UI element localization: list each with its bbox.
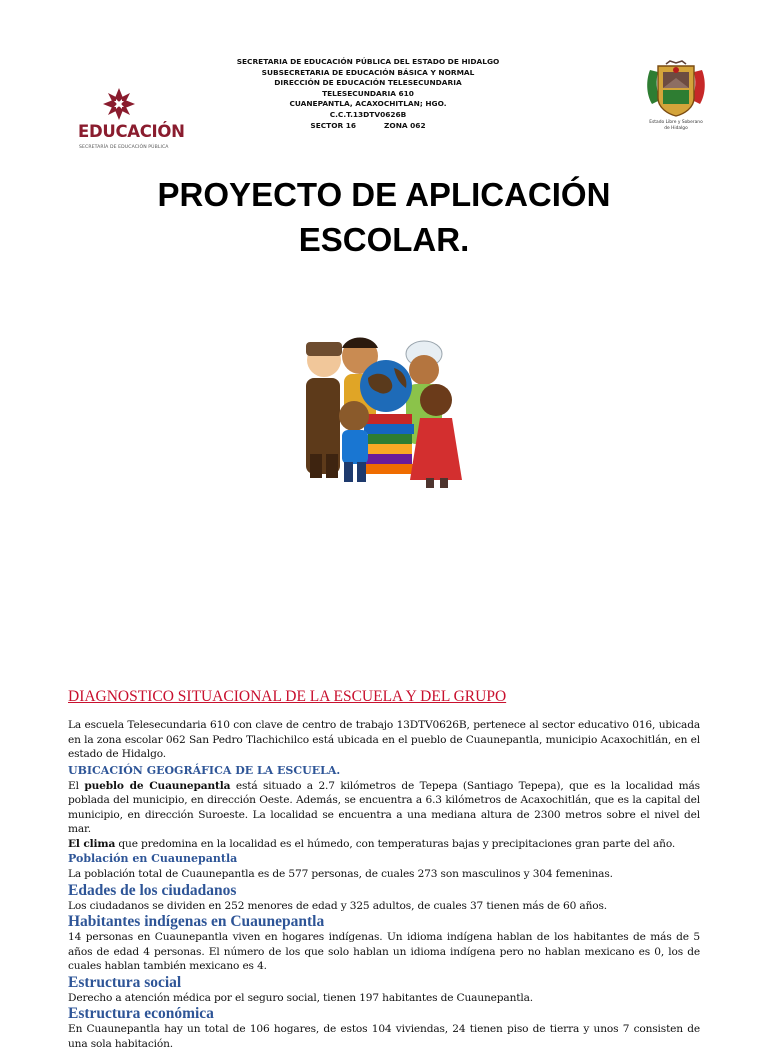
hidalgo-caption-line: de Hidalgo bbox=[664, 125, 688, 131]
document-title bbox=[0, 172, 768, 262]
clima-text: que predomina en la localidad es el húmedo, con temperaturas bajas y precipitaciones gran parte del año. bbox=[115, 837, 676, 850]
ubicacion-paragraph bbox=[68, 779, 700, 837]
poblacion-paragraph: La población total de Cuaunepantla es de 577 personas, de cuales 273 son masculinos y 304 femeninas. bbox=[68, 868, 613, 880]
hidalgo-caption-line: Estado Libre y Soberano bbox=[649, 120, 703, 125]
institution-header bbox=[200, 57, 536, 131]
title-line-2: ESCOLAR. bbox=[298, 221, 470, 258]
indigenas-paragraph: 14 personas en Cuaunepantla viven en hogares indígenas. Un idioma indígena hablan de los habitantes de más de 5 años de edad 4 personas. El número de los que solo hablan un idioma indígena pero no hablan mexicano es 0, los de cuales hablan también mexicano es 4. bbox=[68, 931, 700, 972]
ubicacion-bold: pueblo de Cuaunepantla bbox=[84, 779, 231, 792]
section-title: DIAGNOSTICO SITUACIONAL DE LA ESCUELA Y DEL GRUPO bbox=[68, 688, 507, 705]
edades-paragraph: Los ciudadanos se dividen en 252 menores de edad y 325 adultos, de cuales 37 tienen más de 60 años. bbox=[68, 899, 608, 912]
zona-label: ZONA 062 bbox=[384, 120, 426, 130]
social-paragraph: Derecho a atención médica por el seguro social, tienen 197 habitantes de Cuaunepantla. bbox=[68, 991, 533, 1004]
header-line: C.C.T.13DTV0626B bbox=[329, 109, 407, 119]
header-line: TELESECUNDARIA 610 bbox=[322, 88, 414, 98]
intro-paragraph: La escuela Telesecundaria 610 con clave de centro de trabajo 13DTV0626B, pertenece al sector educativo 016, ubicada en la zona escolar 062 San Pedro Tlachichilco está ubicada en el pueblo de Cuaunepantla, municipio Acaxochitlán, en el estado de Hidalgo. bbox=[68, 719, 700, 760]
clima-paragraph bbox=[68, 837, 700, 852]
header-line: CUANEPANTLA, ACAXOCHITLAN; HGO. bbox=[289, 99, 447, 109]
sep-subtitle: SECRETARÍA DE EDUCACIÓN PÚBLICA bbox=[79, 145, 169, 150]
sector-label: SECTOR 16 bbox=[310, 120, 357, 130]
sep-wordmark: EDUCACIÓN bbox=[78, 122, 185, 141]
sep-emblem-icon bbox=[74, 86, 164, 126]
children-globe-icon bbox=[298, 330, 470, 490]
sep-logo bbox=[74, 86, 185, 156]
sector-zona-row bbox=[200, 121, 536, 132]
hidalgo-caption bbox=[636, 120, 716, 131]
economica-heading: Estructura económica bbox=[68, 1005, 214, 1022]
title-line-1: PROYECTO DE APLICACIÓN bbox=[157, 176, 611, 213]
children-globe-illustration bbox=[298, 330, 470, 490]
hidalgo-coat-of-arms-icon bbox=[636, 60, 716, 120]
header-line: SUBSECRETARIA DE EDUCACIÓN BÁSICA Y NORMAL bbox=[261, 67, 475, 77]
header-line: SECRETARIA DE EDUCACIÓN PÚBLICA DEL ESTADO DE HIDALGO bbox=[236, 57, 500, 66]
social-heading: Estructura social bbox=[68, 973, 182, 991]
edades-heading: Edades de los ciudadanos bbox=[68, 881, 237, 899]
document-body bbox=[68, 686, 700, 1051]
ubicacion-heading: UBICACIÓN GEOGRÁFICA DE LA ESCUELA. bbox=[68, 763, 341, 777]
poblacion-heading: Población en Cuaunepantla bbox=[68, 852, 238, 865]
clima-bold: El clima bbox=[68, 837, 116, 850]
header-line: DIRECCIÓN DE EDUCACIÓN TELESECUNDARIA bbox=[274, 78, 462, 88]
hidalgo-logo bbox=[636, 60, 716, 138]
ubicacion-text: está situado a 2.7 kilómetros de Tepepa (Santiago Tepepa), que es la localidad más poblada del municipio, en dirección Oeste. Además, se encuentra a 6.3 kilómetros de Acaxochitlán, que es la capital del municipio, en dirección Suroeste. La localidad se encuentra a una mediana altura de 2300 metros sobre el nivel del mar. bbox=[68, 779, 700, 835]
spacer bbox=[68, 708, 700, 718]
ubicacion-pre: El bbox=[68, 779, 85, 792]
economica-paragraph: En Cuaunepantla hay un total de 106 hogares, de estos 104 viviendas, 24 tienen piso de tierra y unos 7 consisten de una sola habitación. bbox=[68, 1023, 700, 1050]
indigenas-heading: Habitantes indígenas en Cuaunepantla bbox=[68, 913, 325, 930]
